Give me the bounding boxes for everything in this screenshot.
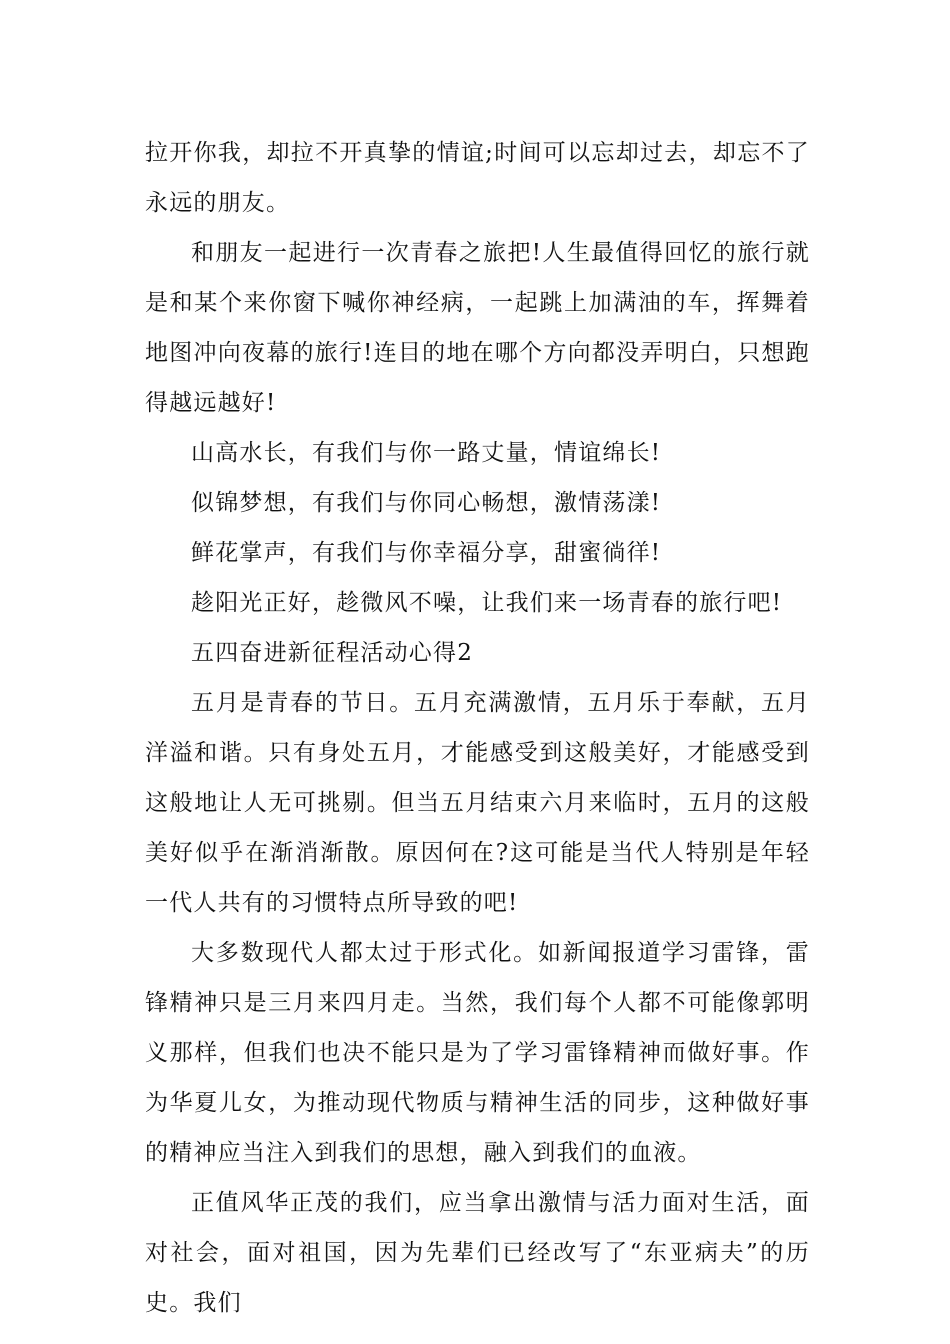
paragraph-3: 山高水长，有我们与你一路丈量，情谊绵长! [191,440,662,466]
document-body [145,128,810,1328]
paragraph-5: 鲜花掌声，有我们与你幸福分享，甜蜜徜徉! [191,540,662,566]
paragraph-2: 和朋友一起进行一次青春之旅把!人生最值得回忆的旅行就是和某个来你窗下喊你神经病，一起跳上加满油的车，挥舞着地图冲向夜幕的旅行!连目的地在哪个方向都没弄明白，只想跑得越远越好! [145,240,810,416]
paragraph-1: 拉开你我，却拉不开真挚的情谊;时间可以忘却过去，却忘不了永远的朋友。 [145,140,810,216]
section-heading: 五四奋进新征程活动心得2 [191,640,474,666]
paragraph-6: 趁阳光正好，趁微风不噪，让我们来一场青春的旅行吧! [191,590,783,616]
paragraph-10: 正值风华正茂的我们，应当拿出激情与活力面对生活，面对社会，面对祖国，因为先辈们已经改写了“东亚病夫”的历史。我们 [145,1190,810,1316]
paragraph-8: 五月是青春的节日。五月充满激情，五月乐于奉献，五月洋溢和谐。只有身处五月，才能感受到这般美好，才能感受到这般地让人无可挑剔。但当五月结束六月来临时，五月的这般美好似乎在渐消渐散。原因何在?这可能是当代人特别是年轻一代人共有的习惯特点所导致的吧! [145,690,810,916]
paragraph-4: 似锦梦想，有我们与你同心畅想，激情荡漾! [191,490,662,516]
paragraph-9: 大多数现代人都太过于形式化。如新闻报道学习雷锋，雷锋精神只是三月来四月走。当然，我们每个人都不可能像郭明义那样，但我们也决不能只是为了学习雷锋精神而做好事。作为华夏儿女，为推动现代物质与精神生活的同步，这种做好事的精神应当注入到我们的思想，融入到我们的血液。 [145,940,810,1166]
